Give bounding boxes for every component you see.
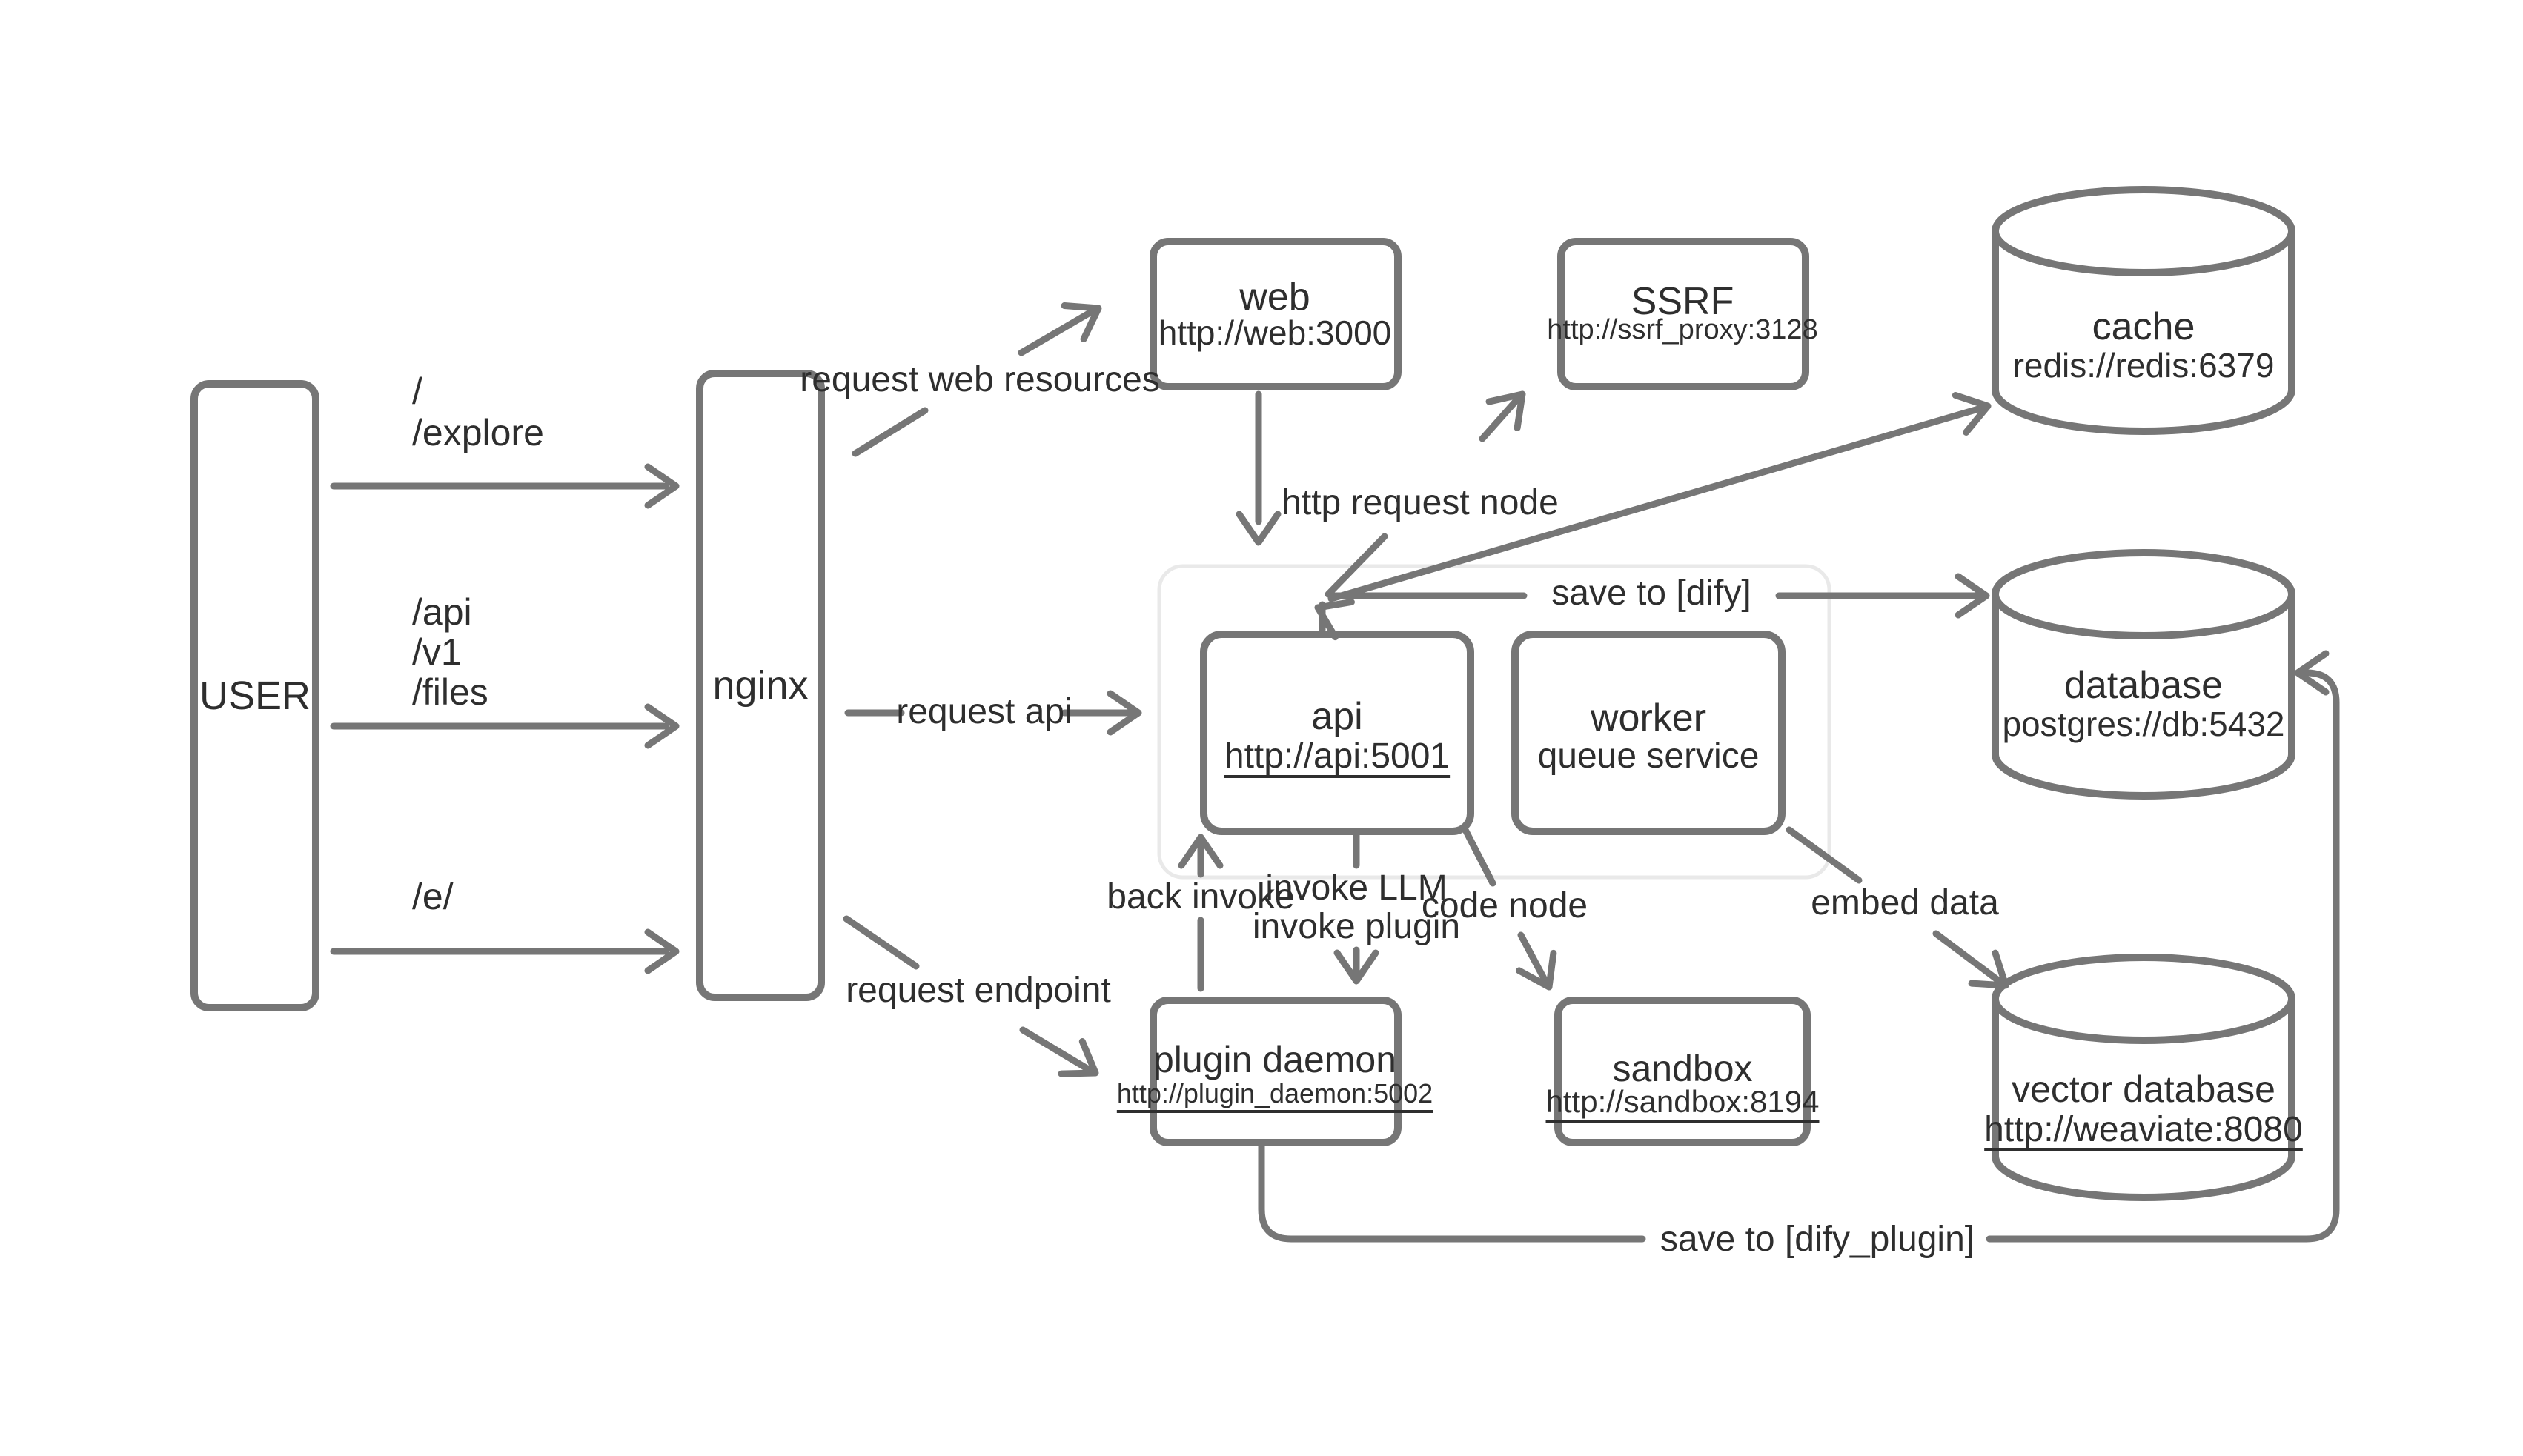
sandbox-url: http://sandbox:8194	[1545, 1086, 1820, 1120]
edge-label-save-to-dify-plugin: save to [dify_plugin]	[1660, 1220, 1975, 1260]
nginx-label: nginx	[712, 663, 809, 708]
edge-label-embed-data: embed data	[1811, 883, 1999, 923]
database-title: database	[2064, 662, 2223, 707]
route-label-root: /	[412, 371, 422, 413]
worker-subtitle: queue service	[1537, 737, 1760, 777]
vector-database-url: http://weaviate:8080	[1984, 1110, 2303, 1150]
ssrf-title: SSRF	[1631, 279, 1734, 323]
edge-label-request-api: request api	[896, 692, 1072, 732]
cache-url: redis://redis:6379	[2012, 346, 2275, 385]
ssrf-url: http://ssrf_proxy:3128	[1547, 315, 1818, 346]
worker-title: worker	[1590, 695, 1707, 739]
edge-label-request-endpoint: request endpoint	[846, 971, 1111, 1011]
edge-label-http-request-node: http request node	[1282, 483, 1559, 523]
route-label-e: /e/	[412, 877, 454, 918]
plugin-daemon-title: plugin daemon	[1153, 1040, 1397, 1081]
edge-label-invoke-plugin: invoke plugin	[1252, 907, 1461, 947]
cache-title: cache	[2092, 304, 2195, 348]
user-label: USER	[199, 674, 311, 718]
api-title: api	[1311, 694, 1363, 738]
web-title: web	[1239, 274, 1310, 319]
edge-label-save-to-dify: save to [dify]	[1551, 574, 1751, 614]
web-url: http://web:3000	[1158, 313, 1392, 352]
route-label-v1: /v1	[412, 632, 462, 674]
edge-label-back-invoke: back invoke	[1107, 877, 1295, 917]
route-label-explore: /explore	[412, 413, 544, 454]
route-label-files: /files	[412, 672, 488, 714]
edge-label-code-node: code node	[1421, 886, 1588, 926]
route-label-api: /api	[412, 592, 472, 634]
sandbox-title: sandbox	[1612, 1048, 1753, 1090]
edge-label-request-web-resources: request web resources	[800, 360, 1160, 400]
edge-label-invoke-llm: invoke LLM	[1265, 868, 1448, 908]
database-url: postgres://db:5432	[2002, 705, 2285, 743]
vector-database-title: vector database	[2012, 1069, 2275, 1111]
api-url: http://api:5001	[1224, 737, 1451, 777]
plugin-daemon-url: http://plugin_daemon:5002	[1116, 1079, 1433, 1108]
